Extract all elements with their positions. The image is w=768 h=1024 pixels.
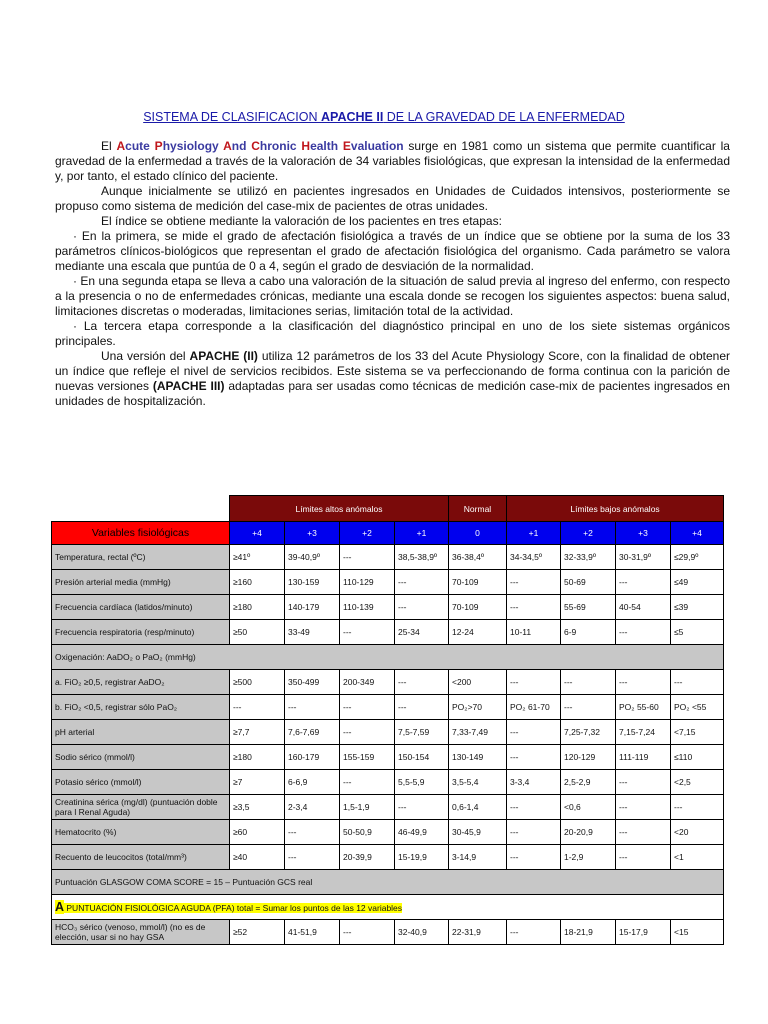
table-cell: --- <box>340 695 395 720</box>
row-label: Recuento de leucocitos (total/mm³) <box>52 845 230 870</box>
table-cell: 3-3,4 <box>507 770 561 795</box>
score-header: +3 <box>616 522 671 545</box>
row-label: a. FiO₂ ≥0,5, registrar AaDO₂ <box>52 670 230 695</box>
table-cell: 0,6-1,4 <box>449 795 507 820</box>
table-cell: --- <box>507 845 561 870</box>
table-cell: 2,5-2,9 <box>561 770 616 795</box>
table-cell: --- <box>395 670 449 695</box>
table-cell: ≥160 <box>230 570 285 595</box>
table-row <box>52 920 724 945</box>
score-header: +2 <box>340 522 395 545</box>
intro-paragraph-4: · En la primera, se mide el grado de afectación fisiológica a través de un índice que se obtiene por la suma de los 33 parámetros clínicos-biológicos que representan el grado de afectación fisiológica del organismo. Cada parámetro se valora mediante una escala que puntúa de 0 a 4, según el grado de desviación de la normalidad. <box>55 229 730 273</box>
table-cell: 1-2,9 <box>561 845 616 870</box>
table-row <box>52 795 724 820</box>
intro-paragraph-2: Aunque inicialmente se utilizó en pacientes ingresados en Unidades de Cuidados intensivos, posteriormente se propuso como sistema de medición del case-mix de pacientes de otras unidades. <box>55 184 730 213</box>
table-cell: ≥60 <box>230 820 285 845</box>
table-cell: 155-159 <box>340 745 395 770</box>
score-header: 0 <box>449 522 507 545</box>
table-cell: --- <box>395 795 449 820</box>
intro-paragraph-6: · La tercera etapa corresponde a la clasificación del diagnóstico principal en uno de los siete sistemas orgánicos principales. <box>55 319 730 348</box>
table-cell: ≥41º <box>230 545 285 570</box>
table-cell: --- <box>507 570 561 595</box>
table-cell: --- <box>616 795 671 820</box>
score-header: +2 <box>561 522 616 545</box>
table-cell: 5,5-5,9 <box>395 770 449 795</box>
table-cell: 110-139 <box>340 595 395 620</box>
table-row <box>52 545 724 570</box>
pfa-text: PUNTUACIÓN FISIOLÓGICA AGUDA (PFA) total = Sumar los puntos de las 12 variables <box>64 903 403 913</box>
table-cell: ≥500 <box>230 670 285 695</box>
table-cell: 38,5-38,9º <box>395 545 449 570</box>
table-row <box>52 770 724 795</box>
row-label: Sodio sérico (mmol/l) <box>52 745 230 770</box>
table-cell: --- <box>507 795 561 820</box>
row-label: Presión arterial media (mmHg) <box>52 570 230 595</box>
table-cell: ≥50 <box>230 620 285 645</box>
table-cell: ≤49 <box>671 570 724 595</box>
table-cell: 120-129 <box>561 745 616 770</box>
table-row <box>52 820 724 845</box>
table-cell: 350-499 <box>285 670 340 695</box>
table-cell: --- <box>507 720 561 745</box>
table-row <box>52 845 724 870</box>
table-cell: 33-49 <box>285 620 340 645</box>
row-label: Hematocrito (%) <box>52 820 230 845</box>
table-cell: --- <box>671 670 724 695</box>
table-cell: 41-51,9 <box>285 920 340 945</box>
table-cell: 3-14,9 <box>449 845 507 870</box>
table-cell: 32-33,9º <box>561 545 616 570</box>
table-cell: 30-31,9º <box>616 545 671 570</box>
oxygenation-header-row <box>52 645 724 670</box>
score-header-row <box>52 522 724 545</box>
glasgow-score-row-row <box>52 870 724 895</box>
table-cell: <0,6 <box>561 795 616 820</box>
intro-paragraph-7: Una versión del APACHE (II) utiliza 12 parámetros de los 33 del Acute Physiology Score, con la finalidad de obtener un índice que refleje el nivel de servicios recibidos. Este sistema se va perfeccionando de forma continua con la parición de nuevas versiones (APACHE III) adaptadas para ser usadas como técnicas de medición case-mix de pacientes ingresados en unidades de hospitalización. <box>55 349 731 408</box>
table-cell: 2-3,4 <box>285 795 340 820</box>
variables-header: Variables fisiológicas <box>52 522 230 545</box>
blank-cell <box>52 496 230 522</box>
table-cell: 7,6-7,69 <box>285 720 340 745</box>
table-cell: --- <box>340 545 395 570</box>
row-label: HCO₃ sérico (venoso, mmol/l) (no es de elección, usar si no hay GSA <box>52 920 230 945</box>
table-cell: <15 <box>671 920 724 945</box>
table-cell: --- <box>285 845 340 870</box>
table-cell: 140-179 <box>285 595 340 620</box>
table-cell: 110-129 <box>340 570 395 595</box>
table-cell: --- <box>340 620 395 645</box>
table-cell: ≥40 <box>230 845 285 870</box>
table-cell: --- <box>340 920 395 945</box>
table-cell: --- <box>507 920 561 945</box>
table-cell: --- <box>395 595 449 620</box>
table-cell: PO₂ 55-60 <box>616 695 671 720</box>
table-cell: 160-179 <box>285 745 340 770</box>
table-cell: --- <box>340 720 395 745</box>
table-cell: --- <box>616 570 671 595</box>
table-cell: 36-38,4º <box>449 545 507 570</box>
table-cell: 50-50,9 <box>340 820 395 845</box>
table-cell: 18-21,9 <box>561 920 616 945</box>
table-cell: --- <box>340 770 395 795</box>
table-cell: ≥7 <box>230 770 285 795</box>
table-cell: 200-349 <box>340 670 395 695</box>
table-cell: 55-69 <box>561 595 616 620</box>
table-cell: 25-34 <box>395 620 449 645</box>
table-cell: 150-154 <box>395 745 449 770</box>
table-row <box>52 720 724 745</box>
table-cell: ≤5 <box>671 620 724 645</box>
table-cell: ≥3,5 <box>230 795 285 820</box>
score-header: +3 <box>285 522 340 545</box>
table-cell: PO₂>70 <box>449 695 507 720</box>
table-cell: 3,5-5,4 <box>449 770 507 795</box>
table-cell: 6-9 <box>561 620 616 645</box>
table-cell: --- <box>561 670 616 695</box>
intro-text <box>55 139 730 409</box>
table-cell: 12-24 <box>449 620 507 645</box>
table-cell: --- <box>616 670 671 695</box>
table-cell: ≥180 <box>230 595 285 620</box>
intro-paragraph-5: · En una segunda etapa se lleva a cabo una valoración de la situación de salud previa al ingreso del enfermo, con respecto a la presencia o no de enfermedades crónicas, mediante una escala donde se recogen los siguientes aspectos: buena salud, limitaciones discretas o moderadas, limitaciones serias, limitación total de la actividad. <box>55 274 730 318</box>
table-cell: 40-54 <box>616 595 671 620</box>
acronym-highlight: Acute Physiology And Chronic Health Evaluation <box>116 139 404 153</box>
table-cell: --- <box>285 820 340 845</box>
table-cell: ≥52 <box>230 920 285 945</box>
table-cell: <20 <box>671 820 724 845</box>
table-cell: 20-20,9 <box>561 820 616 845</box>
table-row <box>52 595 724 620</box>
table-cell: 1,5-1,9 <box>340 795 395 820</box>
table-cell: 22-31,9 <box>449 920 507 945</box>
row-label: Temperatura, rectal (ºC) <box>52 545 230 570</box>
table-cell: 32-40,9 <box>395 920 449 945</box>
row-label: b. FiO₂ <0,5, registrar sólo PaO₂ <box>52 695 230 720</box>
score-header: +1 <box>507 522 561 545</box>
intro-paragraph-3: El índice se obtiene mediante la valoración de los pacientes en tres etapas: <box>101 214 502 228</box>
group-high-header: Límites altos anómalos <box>230 496 449 522</box>
table-cell: --- <box>230 695 285 720</box>
score-header: +4 <box>671 522 724 545</box>
table-cell: ≥180 <box>230 745 285 770</box>
table-cell: <200 <box>449 670 507 695</box>
table-row <box>52 670 724 695</box>
table-cell: 7,33-7,49 <box>449 720 507 745</box>
table-cell: --- <box>671 795 724 820</box>
table-row <box>52 620 724 645</box>
table-cell: 15-17,9 <box>616 920 671 945</box>
table-row <box>52 570 724 595</box>
table-cell: --- <box>616 845 671 870</box>
group-normal-header: Normal <box>449 496 507 522</box>
table-cell: 30-45,9 <box>449 820 507 845</box>
table-cell: 39-40,9º <box>285 545 340 570</box>
table-cell: 130-159 <box>285 570 340 595</box>
row-label: pH arterial <box>52 720 230 745</box>
table-cell: 15-19,9 <box>395 845 449 870</box>
score-header: +4 <box>230 522 285 545</box>
table-cell: --- <box>395 695 449 720</box>
table-row <box>52 745 724 770</box>
table-cell: ≥7,7 <box>230 720 285 745</box>
table-cell: 7,5-7,59 <box>395 720 449 745</box>
table-cell: --- <box>507 595 561 620</box>
row-label: Frecuencia respiratoria (resp/minuto) <box>52 620 230 645</box>
table-cell: 70-109 <box>449 570 507 595</box>
pfa-total <box>52 895 724 920</box>
table-cell: <1 <box>671 845 724 870</box>
table-cell: --- <box>507 820 561 845</box>
table-cell: 7,25-7,32 <box>561 720 616 745</box>
table-cell: 6-6,9 <box>285 770 340 795</box>
table-cell: 7,15-7,24 <box>616 720 671 745</box>
table-cell: --- <box>285 695 340 720</box>
table-cell: <2,5 <box>671 770 724 795</box>
table-cell: ≤110 <box>671 745 724 770</box>
table-cell: 10-11 <box>507 620 561 645</box>
table-cell: --- <box>507 745 561 770</box>
table-cell: <7,15 <box>671 720 724 745</box>
table-cell: 50-69 <box>561 570 616 595</box>
glasgow-score-row: Puntuación GLASGOW COMA SCORE = 15 – Puntuación GCS real <box>52 870 724 895</box>
table-cell: --- <box>616 770 671 795</box>
group-header-row <box>52 496 724 522</box>
table-cell: PO₂ 61-70 <box>507 695 561 720</box>
table-cell: --- <box>395 570 449 595</box>
table-cell: PO₂ <55 <box>671 695 724 720</box>
table-cell: --- <box>507 670 561 695</box>
row-label: Frecuencia cardíaca (latidos/minuto) <box>52 595 230 620</box>
table-cell: 130-149 <box>449 745 507 770</box>
table-cell: 70-109 <box>449 595 507 620</box>
table-cell: 111-119 <box>616 745 671 770</box>
intro-paragraph-1: El Acute Physiology And Chronic Health Evaluation surge en 1981 como un sistema que permite cuantificar la gravedad de la enfermedad a través de la valoración de 34 variables fisiológicas, que expresan la intensidad de la enfermedad y, por tanto, el estado clínico del paciente. <box>55 139 730 183</box>
table-cell: ≤39 <box>671 595 724 620</box>
oxygenation-header: Oxigenación: AaDO₂ o PaO₂ (mmHg) <box>52 645 724 670</box>
page-title: SISTEMA DE CLASIFICACION APACHE II DE LA GRAVEDAD DE LA ENFERMEDAD <box>143 110 625 124</box>
apache-table <box>51 495 724 945</box>
table-cell: 34-34,5º <box>507 545 561 570</box>
group-low-header: Límites bajos anómalos <box>507 496 724 522</box>
row-label: Creatinina sérica (mg/dl) (puntuación doble para l Renal Aguda) <box>52 795 230 820</box>
pfa-initial: A <box>55 900 65 914</box>
table-cell: 20-39,9 <box>340 845 395 870</box>
table-row <box>52 695 724 720</box>
score-header: +1 <box>395 522 449 545</box>
table-cell: --- <box>561 695 616 720</box>
table-cell: 46-49,9 <box>395 820 449 845</box>
table-cell: ≤29,9º <box>671 545 724 570</box>
table-cell: --- <box>616 820 671 845</box>
pfa-total-row <box>52 895 724 920</box>
row-label: Potasio sérico (mmol/l) <box>52 770 230 795</box>
table-cell: --- <box>616 620 671 645</box>
